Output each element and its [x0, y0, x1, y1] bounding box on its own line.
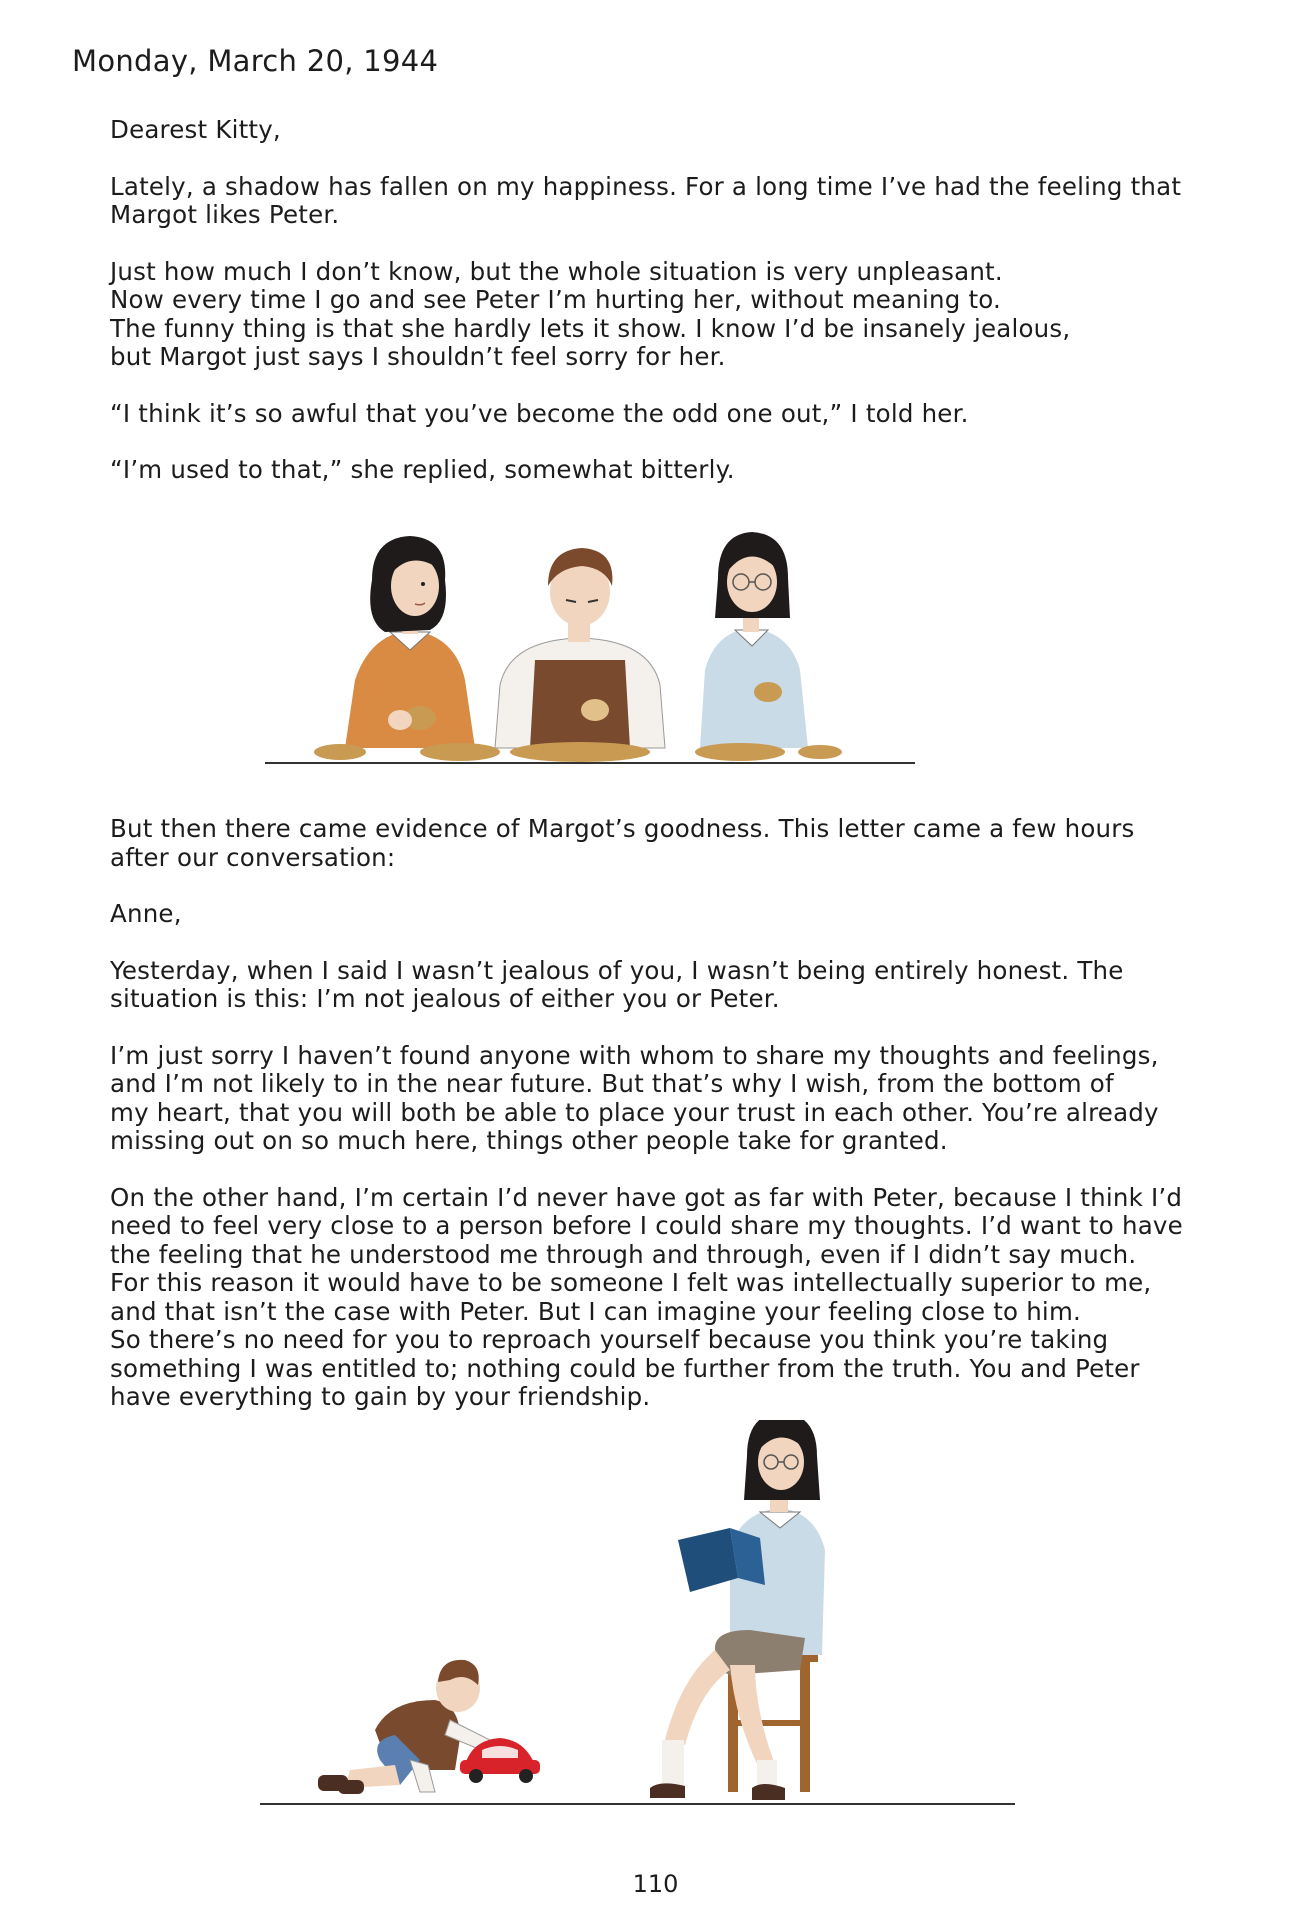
reading-and-toy-car-illustration: [260, 1420, 1020, 1810]
paragraph: “I’m used to that,” she replied, somewhat bitterly.: [110, 455, 735, 484]
boy-with-car-figure: [318, 1660, 540, 1794]
letter-paragraph: Yesterday, when I said I wasn’t jealous of you, I wasn’t being entirely honest. The situation is this: I’m not jealous of either you or Peter.: [110, 955, 1124, 1013]
entry-letter-text: [110, 815, 1190, 1412]
letter-greeting: Anne,: [110, 899, 182, 928]
paragraph: But then there came evidence of Margot’s goodness. This letter came a few hours after our conversation:: [110, 814, 1135, 872]
paragraph: “I think it’s so awful that you’ve become the odd one out,” I told her.: [110, 398, 969, 428]
paragraph: Just how much I don’t know, but the whole situation is very unpleasant. Now every time I go and see Peter I’m hurting her, without meaning to. The funny thing is that she hardly lets it show. I know I’d be insanely jealous, but Margot just says I shouldn’t feel sorry for her.: [110, 256, 1071, 371]
page-number: 110: [632, 1870, 679, 1898]
margot-figure: [700, 532, 808, 748]
anne-figure: [345, 536, 475, 748]
peter-figure: [495, 548, 665, 748]
letter-paragraph: On the other hand, I’m certain I’d never have got as far with Peter, because I think I’d need to feel very close to a person before I could share my thoughts. I’d want to have the feeling that he understood me through and through, even if I didn’t say much. For this reason it would have to be someone I felt was intellectually superior to me, and that isn’t the case with Peter. But I can imagine your feeling close to him. So there’s no need for you to reproach yourself because you think you’re taking something I was entitled to; nothing could be further from the truth. You and Peter have everything to gain by your friendship.: [110, 1182, 1183, 1411]
letter-paragraph: I’m just sorry I haven’t found anyone with whom to share my thoughts and feelings, and I’m not likely to in the near future. But that’s why I wish, from the bottom of my heart, that you will both be able to place your trust in each other. You’re already missing out on so much here, things other people take for granted.: [110, 1040, 1159, 1155]
paragraph: Lately, a shadow has fallen on my happiness. For a long time I’ve had the feeling that Margot likes Peter.: [110, 171, 1182, 229]
diary-date: Monday, March 20, 1944: [72, 44, 439, 78]
salutation: Dearest Kitty,: [110, 115, 281, 144]
entry-top-text: [110, 116, 1190, 485]
potato-peeling-illustration: [260, 520, 920, 770]
